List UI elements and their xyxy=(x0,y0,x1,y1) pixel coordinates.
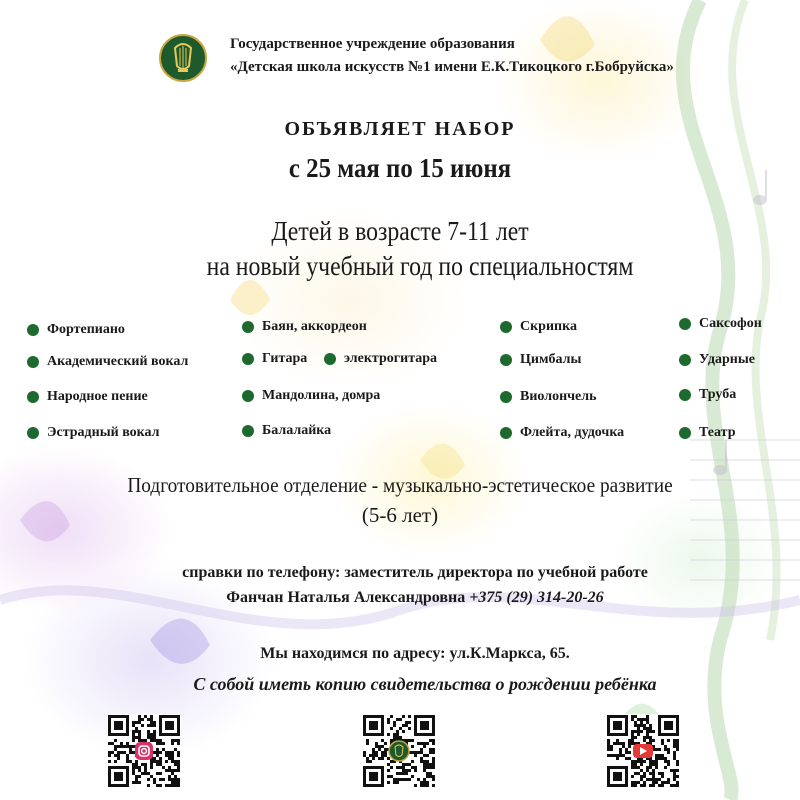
specialty-item: Мандолина, домра xyxy=(242,387,380,405)
bullet-icon xyxy=(27,427,39,439)
age-line1: Детей в возрасте 7-11 лет xyxy=(271,216,529,246)
specialty-item: Эстрадный вокал xyxy=(27,424,160,442)
institution-line2: «Детская школа искусств №1 имени Е.К.Тикоцкого г.Бобруйска» xyxy=(230,59,674,75)
bullet-icon xyxy=(242,353,254,365)
document-note: С собой иметь копию свидетельства о рождении ребёнка xyxy=(193,674,657,694)
specialty-item: Саксофон xyxy=(679,315,762,333)
specialty-item: Ударные xyxy=(679,351,755,369)
enrollment-dates: с 25 мая по 15 июня xyxy=(288,153,512,183)
bullet-icon xyxy=(242,321,254,333)
specialty-item: Народное пение xyxy=(27,388,148,406)
contact-name: Фанчан Наталья Александровна xyxy=(226,589,466,606)
contact-line1: справки по телефону: заместитель директора по учебной работе xyxy=(182,564,648,581)
specialty-item: Фортепиано xyxy=(27,321,125,339)
address: Мы находимся по адресу: ул.К.Маркса, 65. xyxy=(260,645,570,662)
specialty-item: Флейта, дудочка xyxy=(500,424,624,442)
specialty-item: электрогитара xyxy=(324,350,437,368)
bullet-icon xyxy=(324,353,336,365)
institution-line1: Государственное учреждение образования xyxy=(230,36,515,52)
specialty-item: Баян, аккордеон xyxy=(242,318,367,336)
announcement-title: ОБЪЯВЛЯЕТ НАБОР xyxy=(284,118,516,140)
specialty-item: Виолончель xyxy=(500,388,597,406)
school-logo-icon xyxy=(159,34,207,82)
bullet-icon xyxy=(242,390,254,402)
bullet-icon xyxy=(242,425,254,437)
bullet-icon xyxy=(500,427,512,439)
contact-phone[interactable]: +375 (29) 314-20-26 xyxy=(469,589,604,606)
specialty-item: Цимбалы xyxy=(500,351,581,369)
bullet-icon xyxy=(679,354,691,366)
bullet-icon xyxy=(500,321,512,333)
bullet-icon xyxy=(679,318,691,330)
specialty-item: Скрипка xyxy=(500,318,577,336)
preparatory-line1: Подготовительное отделение - музыкально-эстетическое развитие xyxy=(127,473,673,497)
bullet-icon xyxy=(27,391,39,403)
bullet-icon xyxy=(679,389,691,401)
school-qr-code[interactable] xyxy=(362,714,436,788)
preparatory-line2: (5-6 лет) xyxy=(361,503,439,527)
bullet-icon xyxy=(679,427,691,439)
contact-line2 xyxy=(0,585,800,610)
bullet-icon xyxy=(27,324,39,336)
youtube-qr-code[interactable] xyxy=(606,714,680,788)
bullet-icon xyxy=(500,354,512,366)
specialty-item: Театр xyxy=(679,424,736,442)
age-line2: на новый учебный год по специальностям xyxy=(206,251,634,281)
specialty-item: Академический вокал xyxy=(27,353,188,371)
specialty-item: Труба xyxy=(679,386,736,404)
instagram-qr-code[interactable] xyxy=(107,714,181,788)
contact-info xyxy=(0,560,800,610)
institution-name xyxy=(230,33,674,79)
bullet-icon xyxy=(500,391,512,403)
specialty-item: Гитара xyxy=(242,350,307,368)
specialty-item: Балалайка xyxy=(242,422,331,440)
bullet-icon xyxy=(27,356,39,368)
